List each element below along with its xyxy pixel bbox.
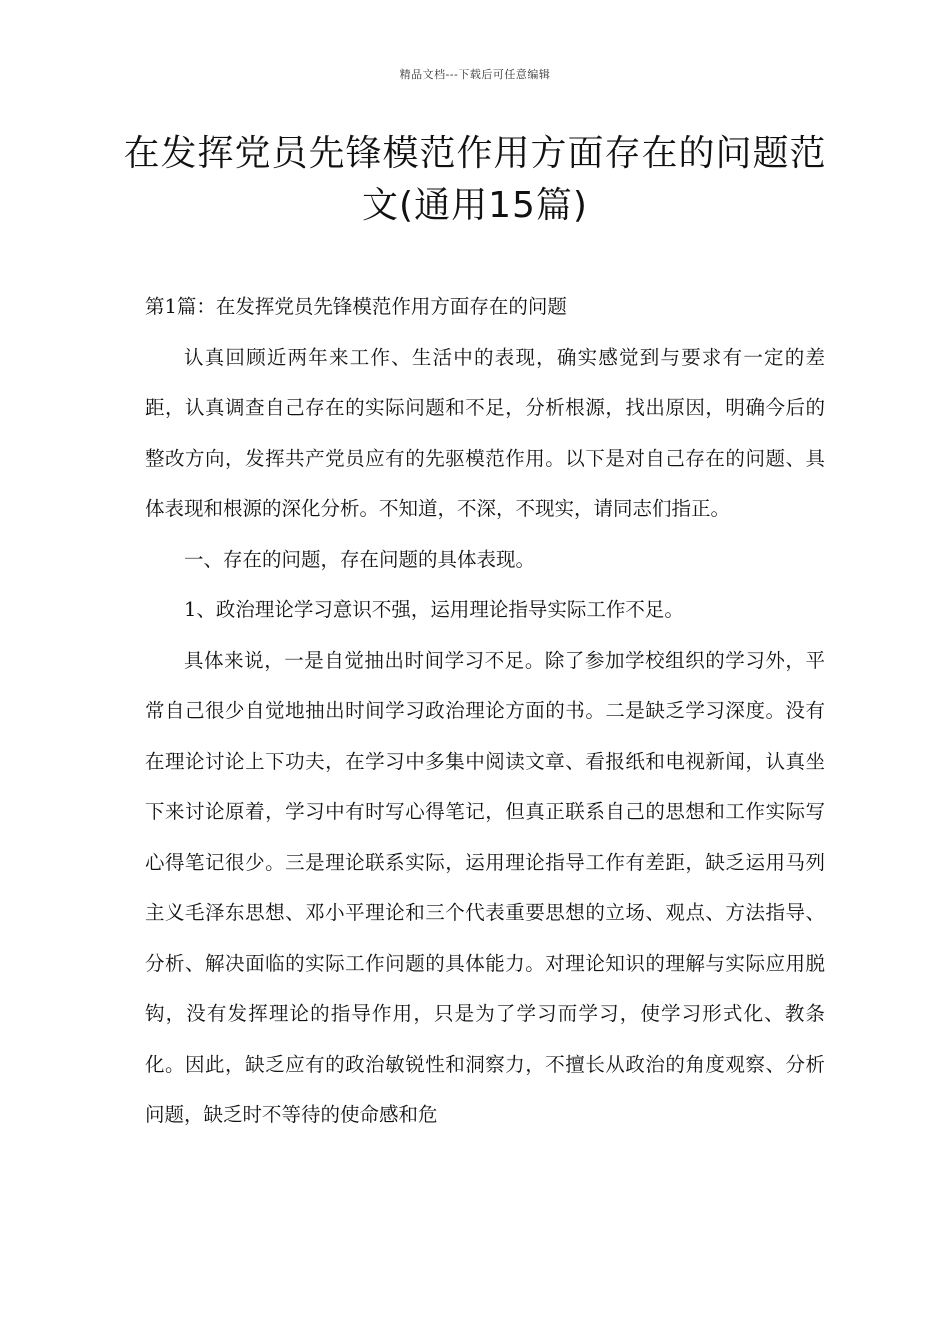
- paragraph-2: 一、存在的问题，存在问题的具体表现。: [184, 547, 536, 571]
- page-header: 精品文档---下载后可任意编辑: [399, 68, 551, 81]
- paragraph-3: 1、政治理论学习意识不强，运用理论指导实际工作不足。: [184, 598, 684, 621]
- paragraph-4: 具体来说，一是自觉抽出时间学习不足。除了参加学校组织的学习外，平常自己很少自觉地抽出时间学习政治理论方面的书。二是缺乏学习深度。没有在理论讨论上下功夫，在学习中多集中阅读文章、看报纸和电视新闻，认真坐下来讨论原着，学习中有时写心得笔记，但真正联系自己的思想和工作实际写心得笔记很少。三是理论联系实际，运用理论指导工作有差距，缺乏运用马列主义毛泽东思想、邓小平理论和三个代表重要思想的立场、观点、方法指导、分析、解决面临的实际工作问题的具体能力。对理论知识的理解与实际应用脱钩，没有发挥理论的指导作用，只是为了学习而学习，使学习形式化、教条化。因此，缺乏应有的政治敏锐性和洞察力，不擅长从政治的角度观察、分析问题，缺乏时不等待的使命感和危: [145, 648, 825, 1126]
- document-title: 在发挥党员先锋模范作用方面存在的问题范文(通用15篇): [123, 133, 827, 226]
- paragraph-1: 认真回顾近两年来工作、生活中的表现，确实感觉到与要求有一定的差距，认真调查自己存在的实际问题和不足，分析根源，找出原因，明确今后的整改方向，发挥共产党员应有的先驱模范作用。以下是对自己存在的问题、具体表现和根源的深化分析。不知道，不深，不现实，请同志们指正。: [145, 345, 825, 520]
- section-heading: 第1篇：在发挥党员先锋模范作用方面存在的问题: [145, 295, 567, 318]
- document-body: [145, 282, 825, 1141]
